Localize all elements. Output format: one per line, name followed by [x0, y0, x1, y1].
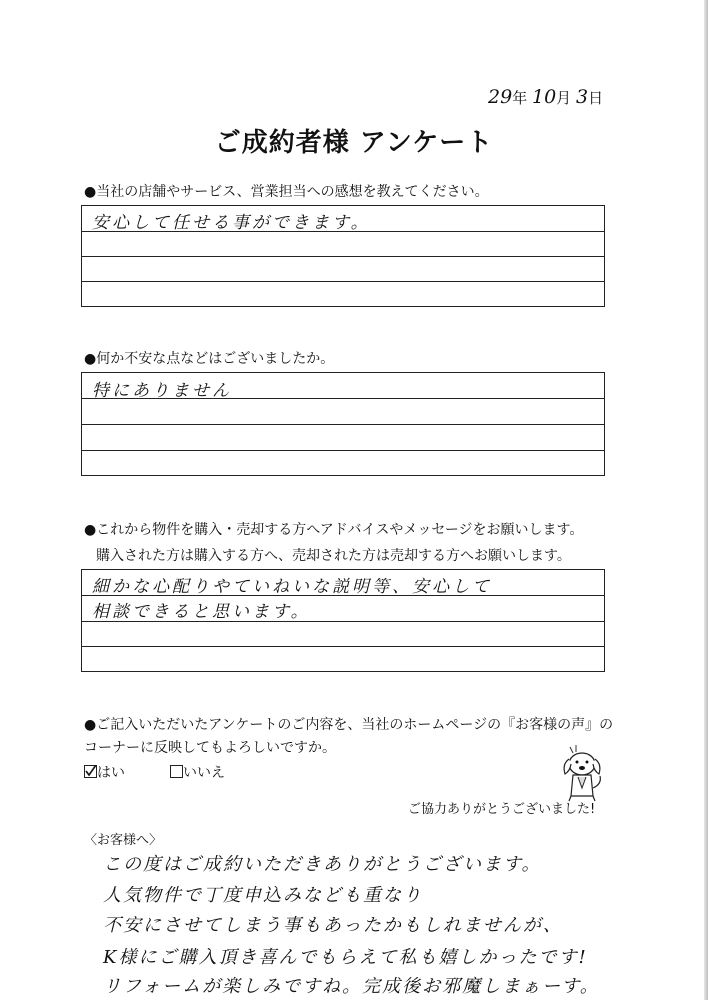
consent-no-option[interactable]	[170, 762, 225, 782]
date-day-label: 日	[588, 89, 604, 107]
customer-message-label: 〈お客様へ〉	[84, 833, 163, 848]
q2-answer-box	[81, 372, 605, 476]
q3-answer-line1: 細かな心配りやていねいな説明等、安心して	[92, 577, 492, 597]
ruled-line	[82, 256, 604, 257]
q1-question: ●当社の店舗やサービス、営業担当への感想を教えてください。	[84, 184, 489, 200]
dog-mascot-icon	[556, 744, 608, 804]
ruled-line	[82, 424, 604, 425]
customer-message-line: 人気物件で丁度申込みなども重なり	[103, 885, 423, 906]
consent-yes-label: はい	[97, 765, 125, 781]
page-title: ご成約者様 アンケート	[214, 128, 494, 158]
q1-answer-box	[81, 205, 605, 307]
q4-question-line2: コーナーに反映してもよろしいですか。	[84, 740, 336, 756]
consent-no-label: いいえ	[183, 765, 225, 781]
date-month: 10	[531, 86, 557, 108]
date-month-label: 月	[556, 89, 572, 107]
q2-question: ●何か不安な点などはございましたか。	[84, 351, 335, 367]
date-year: 29	[488, 86, 513, 108]
q3-question: ●これから物件を購入・売却する方へアドバイスやメッセージをお願いします。	[84, 522, 584, 538]
q1-answer: 安心して任せる事ができます。	[92, 213, 371, 233]
date-day: 3	[575, 86, 589, 108]
consent-yes-option[interactable]	[84, 762, 125, 782]
customer-message-line: この度はご成約いただきありがとうございます。	[103, 854, 542, 875]
checked-checkbox-icon[interactable]	[84, 765, 97, 778]
empty-checkbox-icon[interactable]	[170, 765, 183, 778]
thanks-message: ご協力ありがとうございました!	[408, 802, 596, 817]
q2-answer: 特にありません	[92, 381, 232, 401]
customer-message-line: K様にご購入頂き喜んでもらえて私も嬉しかったです!	[103, 947, 588, 968]
ruled-line	[82, 646, 604, 647]
q3-answer-box	[81, 569, 605, 672]
ruled-line	[82, 450, 604, 451]
date-field	[488, 86, 603, 108]
q4-question-line1: ●ご記入いただいたアンケートのご内容を、当社のホームページの『お客様の声』の	[84, 717, 614, 733]
q3-subtext: 購入された方は購入する方へ、売却された方は売却する方へお願いします。	[96, 548, 571, 564]
ruled-line	[82, 281, 604, 282]
customer-message-line: リフォームが楽しみですね。完成後お邪魔しまぁーす。	[103, 976, 600, 997]
customer-message-line: 不安にさせてしまう事もあったかもしれませんが、	[103, 915, 563, 936]
date-year-label: 年	[512, 89, 528, 107]
q3-answer-line2: 相談できると思います。	[92, 602, 311, 622]
